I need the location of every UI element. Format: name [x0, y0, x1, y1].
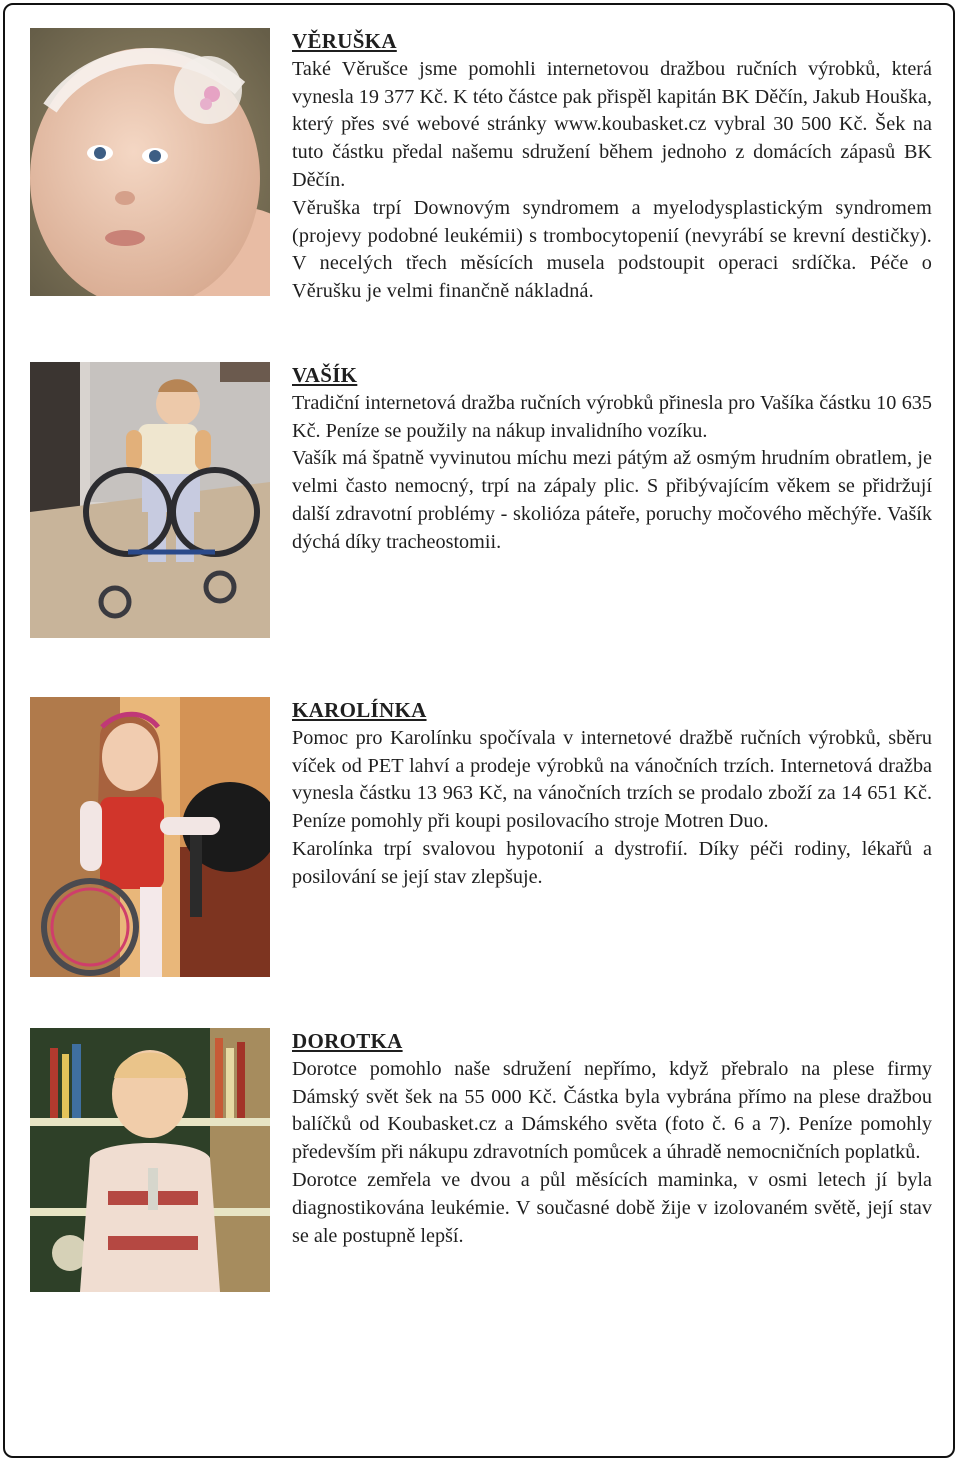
name-veruska: VĚRUŠKA: [292, 29, 397, 53]
photo-veruska: [30, 28, 270, 296]
text-karolinka: [292, 697, 932, 892]
text-dorotka: [292, 1028, 932, 1250]
text-vasik: [292, 362, 932, 557]
paragraph: Tradiční internetová dražba ručních výrobků přinesla pro Vašíka částku 10 635 Kč. Peníze se použily na nákup invalidního vozíku.: [292, 391, 932, 442]
photo-karolinka: [30, 697, 270, 977]
photo-dorotka: [30, 1028, 270, 1292]
text-veruska: [292, 28, 932, 306]
paragraph: Vašík má špatně vyvinutou míchu mezi pátým až osmým hrudním obratlem, je velmi často nemocný, trpí na zápaly plic. S přibývajícím věkem se přidržují další zdravotní problémy - skolióza páteře, poruchy močového měchýře. Vašík dýchá díky tracheostomii.: [292, 447, 932, 553]
paragraph: Dorotce pomohlo naše sdružení nepřímo, když přebralo na plese firmy Dámský svět šek na 55 000 Kč. Částka byla vybrána přímo na plese dražbou balíčků od Koubasket.cz a Dámského světa (foto č. 6 a 7). Peníze pomohly především při nákupu zdravotních pomůcek a úhradě nemocničních poplatků.: [292, 1057, 932, 1164]
name-karolinka: KAROLÍNKA: [292, 698, 427, 722]
name-dorotka: DOROTKA: [292, 1029, 403, 1053]
paragraph: Dorotce zemřela ve dvou a půl měsících maminka, v osmi letech jí byla diagnostikována leukémie. V současné době žije v izolovaném světě, její stav se ale postupně lepší.: [292, 1168, 932, 1247]
paragraph: Karolínka trpí svalovou hypotonií a dystrofií. Díky péči rodiny, lékařů a posilování se její stav zlepšuje.: [292, 837, 932, 888]
paragraph: Pomoc pro Karolínku spočívala v internetové dražbě ručních výrobků, sběru víček od PET lahví a prodeje výrobků na vánočních trzích. Internetová dražba vynesla částku 13 963 Kč, na vánočních trzích se prodalo zboží za 14 651 Kč. Peníze pomohly při koupi posilovacího stroje Motren Duo.: [292, 726, 932, 833]
paragraph: Také Věrušce jsme pomohli internetovou dražbou ručních výrobků, která vynesla 19 377 Kč. K této částce pak přispěl kapitán BK Děčín, Jakub Houška, který přes své webové stránky www.koubasket.cz vybral 30 500 Kč. Šek na tuto částku předal našemu sdružení během jednoho z domácích zápasů BK Děčín.: [292, 57, 932, 191]
name-vasik: VAŠÍK: [292, 363, 358, 387]
paragraph: Věruška trpí Downovým syndromem a myelodysplastickým syndromem (projevy podobné leukémii) s trombocytopenií (nevyrábí se krevní destičky). V necelých třech měsících musela podstoupit operaci srdíčka. Péče o Věrušku je velmi finančně nákladná.: [292, 196, 932, 303]
photo-vasik: [30, 362, 270, 638]
